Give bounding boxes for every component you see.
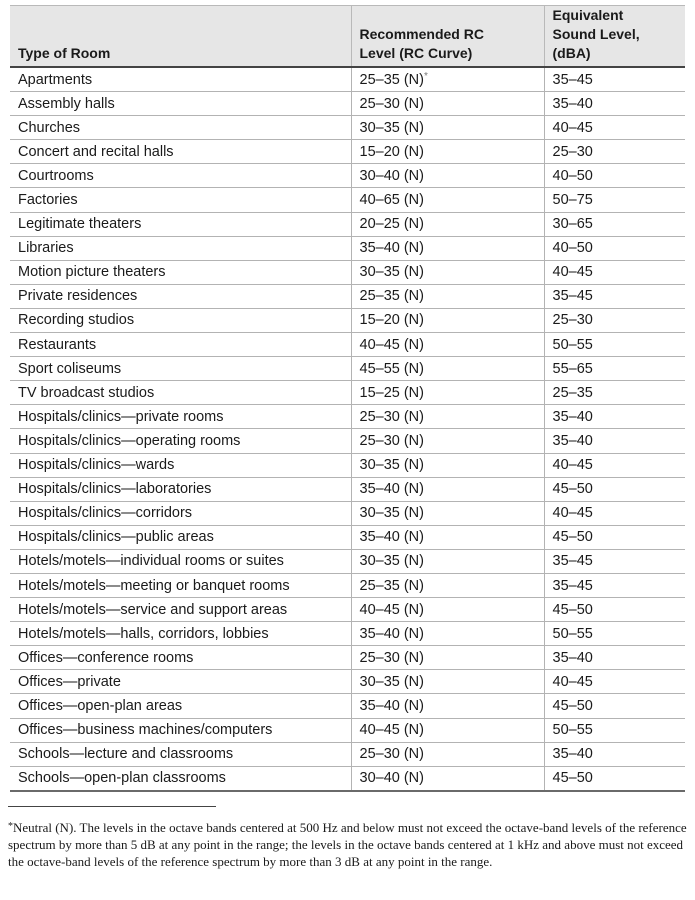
- header-room-label: Type of Room: [18, 45, 111, 61]
- cell-room-type: Concert and recital halls: [10, 140, 351, 164]
- rc-level-value: 40–45 (N): [359, 601, 424, 618]
- header-dba-line-2: Sound Level,: [552, 26, 640, 42]
- cell-room-type: Offices—open-plan areas: [10, 694, 351, 718]
- cell-sound-level: 30–65: [544, 212, 685, 236]
- cell-room-type: Recording studios: [10, 308, 351, 332]
- cell-rc-level: [351, 453, 544, 477]
- header-row: [10, 6, 685, 68]
- cell-sound-level: 35–45: [544, 284, 685, 308]
- table-row: [10, 718, 685, 742]
- rc-level-value: 25–30 (N): [359, 95, 424, 112]
- rc-level-value: 40–65 (N): [359, 192, 424, 209]
- table-row: [10, 164, 685, 188]
- cell-sound-level: 40–45: [544, 260, 685, 284]
- cell-sound-level: 35–45: [544, 549, 685, 573]
- table-row: [10, 598, 685, 622]
- table-row: [10, 405, 685, 429]
- cell-room-type: Offices—business machines/computers: [10, 718, 351, 742]
- table-row: [10, 429, 685, 453]
- rc-level-value: 35–40 (N): [359, 697, 424, 714]
- table-row: [10, 766, 685, 791]
- cell-rc-level: [351, 501, 544, 525]
- cell-rc-level: [351, 766, 544, 791]
- rc-level-value: 25–30 (N): [359, 746, 424, 763]
- table-row: [10, 212, 685, 236]
- cell-sound-level: 35–40: [544, 429, 685, 453]
- cell-sound-level: 45–50: [544, 525, 685, 549]
- cell-rc-level: [351, 333, 544, 357]
- table-body: [10, 67, 685, 791]
- cell-room-type: Schools—lecture and classrooms: [10, 742, 351, 766]
- header-dba-line-3: (dBA): [552, 45, 591, 61]
- rc-level-value: 30–40 (N): [359, 770, 424, 787]
- cell-rc-level: [351, 381, 544, 405]
- cell-rc-level: [351, 598, 544, 622]
- table-row: [10, 477, 685, 501]
- rc-level-value: 15–20 (N): [359, 312, 424, 329]
- cell-rc-level: [351, 164, 544, 188]
- rc-level-value: 40–45 (N): [359, 722, 424, 739]
- cell-room-type: Legitimate theaters: [10, 212, 351, 236]
- cell-sound-level: 50–75: [544, 188, 685, 212]
- cell-room-type: TV broadcast studios: [10, 381, 351, 405]
- table-row: [10, 573, 685, 597]
- footnote-marker: *: [8, 821, 13, 832]
- rc-level-value: 30–40 (N): [359, 167, 424, 184]
- cell-rc-level: [351, 622, 544, 646]
- cell-sound-level: 45–50: [544, 477, 685, 501]
- rc-level-value: 25–30 (N): [359, 408, 424, 425]
- rc-level-value: 25–35 (N): [359, 288, 424, 305]
- cell-rc-level: [351, 140, 544, 164]
- rc-level-value: 30–35 (N): [359, 457, 424, 474]
- cell-rc-level: [351, 646, 544, 670]
- table-header: [10, 6, 685, 68]
- cell-rc-level: [351, 718, 544, 742]
- cell-sound-level: 25–30: [544, 308, 685, 332]
- rc-level-value: 30–35 (N): [359, 505, 424, 522]
- rc-level-value: 25–35 (N): [359, 72, 424, 89]
- rc-level-value: 25–35 (N): [359, 577, 424, 594]
- cell-room-type: Apartments: [10, 67, 351, 92]
- footnote: [8, 818, 688, 870]
- table-row: [10, 188, 685, 212]
- table-row: [10, 501, 685, 525]
- cell-sound-level: 35–40: [544, 742, 685, 766]
- cell-room-type: Factories: [10, 188, 351, 212]
- header-rc-line-2: Level (RC Curve): [359, 45, 473, 61]
- cell-room-type: Private residences: [10, 284, 351, 308]
- rc-criteria-table: [10, 5, 685, 792]
- cell-room-type: Sport coliseums: [10, 357, 351, 381]
- header-type-of-room: [10, 6, 351, 68]
- cell-sound-level: 40–45: [544, 453, 685, 477]
- cell-room-type: Hotels/motels—service and support areas: [10, 598, 351, 622]
- cell-rc-level: [351, 236, 544, 260]
- table-row: [10, 116, 685, 140]
- cell-room-type: Churches: [10, 116, 351, 140]
- rc-level-value: 25–30 (N): [359, 432, 424, 449]
- cell-rc-level: [351, 212, 544, 236]
- cell-rc-level: [351, 357, 544, 381]
- table-row: [10, 525, 685, 549]
- cell-room-type: Hotels/motels—meeting or banquet rooms: [10, 573, 351, 597]
- cell-sound-level: 55–65: [544, 357, 685, 381]
- table-row: [10, 236, 685, 260]
- rc-level-value: 35–40 (N): [359, 240, 424, 257]
- rc-level-value: 45–55 (N): [359, 360, 424, 377]
- cell-rc-level: [351, 92, 544, 116]
- cell-room-type: Hospitals/clinics—public areas: [10, 525, 351, 549]
- table-row: [10, 284, 685, 308]
- rc-level-value: 40–45 (N): [359, 336, 424, 353]
- cell-rc-level: [351, 116, 544, 140]
- cell-sound-level: 40–50: [544, 236, 685, 260]
- footnote-reference-marker: *: [423, 71, 428, 83]
- cell-rc-level: [351, 405, 544, 429]
- table-row: [10, 381, 685, 405]
- cell-sound-level: 50–55: [544, 718, 685, 742]
- table-row: [10, 549, 685, 573]
- cell-sound-level: 35–40: [544, 92, 685, 116]
- cell-room-type: Assembly halls: [10, 92, 351, 116]
- cell-room-type: Hospitals/clinics—private rooms: [10, 405, 351, 429]
- cell-rc-level: [351, 549, 544, 573]
- rc-level-value: 35–40 (N): [359, 625, 424, 642]
- header-sound-level: [544, 6, 685, 68]
- cell-sound-level: 45–50: [544, 694, 685, 718]
- cell-room-type: Hospitals/clinics—operating rooms: [10, 429, 351, 453]
- table-row: [10, 622, 685, 646]
- cell-rc-level: [351, 694, 544, 718]
- cell-room-type: Hotels/motels—halls, corridors, lobbies: [10, 622, 351, 646]
- rc-criteria-table-container: [10, 5, 685, 792]
- cell-room-type: Hospitals/clinics—wards: [10, 453, 351, 477]
- header-rc-level: [351, 6, 544, 68]
- cell-rc-level: [351, 670, 544, 694]
- rc-level-value: 30–35 (N): [359, 553, 424, 570]
- cell-sound-level: 25–35: [544, 381, 685, 405]
- cell-sound-level: 35–45: [544, 573, 685, 597]
- rc-level-value: 15–20 (N): [359, 143, 424, 160]
- cell-sound-level: 45–50: [544, 598, 685, 622]
- cell-room-type: Hospitals/clinics—corridors: [10, 501, 351, 525]
- header-dba-line-1: Equivalent: [552, 7, 624, 23]
- cell-sound-level: 40–50: [544, 164, 685, 188]
- header-rc-line-1: Recommended RC: [359, 26, 484, 42]
- cell-room-type: Restaurants: [10, 333, 351, 357]
- cell-rc-level: [351, 525, 544, 549]
- cell-sound-level: 35–45: [544, 67, 685, 92]
- cell-sound-level: 35–40: [544, 405, 685, 429]
- rc-level-value: 35–40 (N): [359, 481, 424, 498]
- table-row: [10, 646, 685, 670]
- table-row: [10, 357, 685, 381]
- cell-room-type: Schools—open-plan classrooms: [10, 766, 351, 791]
- table-row: [10, 308, 685, 332]
- table-row: [10, 333, 685, 357]
- rc-level-value: 20–25 (N): [359, 216, 424, 233]
- cell-room-type: Courtrooms: [10, 164, 351, 188]
- rc-level-value: 30–35 (N): [359, 264, 424, 281]
- cell-sound-level: 35–40: [544, 646, 685, 670]
- cell-sound-level: 40–45: [544, 670, 685, 694]
- cell-sound-level: 40–45: [544, 116, 685, 140]
- table-row: [10, 260, 685, 284]
- cell-sound-level: 50–55: [544, 622, 685, 646]
- cell-rc-level: [351, 308, 544, 332]
- cell-rc-level: [351, 188, 544, 212]
- cell-sound-level: 45–50: [544, 766, 685, 791]
- cell-rc-level: [351, 67, 544, 92]
- cell-rc-level: [351, 573, 544, 597]
- footnote-text: Neutral (N). The levels in the octave bands centered at 500 Hz and below must not exceed the octave-band levels of the reference spectrum by more than 5 dB at any point in the range; the levels in the octave bands centered at 1 kHz and above must not exceed the octave-band levels of the reference spectrum by more than 3 dB at any point in the range.: [8, 820, 687, 869]
- table-row: [10, 742, 685, 766]
- cell-room-type: Hospitals/clinics—laboratories: [10, 477, 351, 501]
- table-row: [10, 92, 685, 116]
- rc-level-value: 35–40 (N): [359, 529, 424, 546]
- cell-sound-level: 25–30: [544, 140, 685, 164]
- rc-level-value: 30–35 (N): [359, 673, 424, 690]
- cell-rc-level: [351, 429, 544, 453]
- cell-rc-level: [351, 260, 544, 284]
- table-row: [10, 453, 685, 477]
- rc-level-value: 30–35 (N): [359, 119, 424, 136]
- cell-rc-level: [351, 284, 544, 308]
- cell-room-type: Motion picture theaters: [10, 260, 351, 284]
- table-row: [10, 694, 685, 718]
- cell-rc-level: [351, 477, 544, 501]
- cell-room-type: Offices—private: [10, 670, 351, 694]
- rc-level-value: 25–30 (N): [359, 649, 424, 666]
- cell-sound-level: 40–45: [544, 501, 685, 525]
- table-row: [10, 670, 685, 694]
- table-row: [10, 140, 685, 164]
- cell-room-type: Offices—conference rooms: [10, 646, 351, 670]
- footnote-divider: [8, 806, 216, 807]
- cell-rc-level: [351, 742, 544, 766]
- cell-room-type: Libraries: [10, 236, 351, 260]
- cell-room-type: Hotels/motels—individual rooms or suites: [10, 549, 351, 573]
- cell-sound-level: 50–55: [544, 333, 685, 357]
- table-row: [10, 67, 685, 92]
- rc-level-value: 15–25 (N): [359, 384, 424, 401]
